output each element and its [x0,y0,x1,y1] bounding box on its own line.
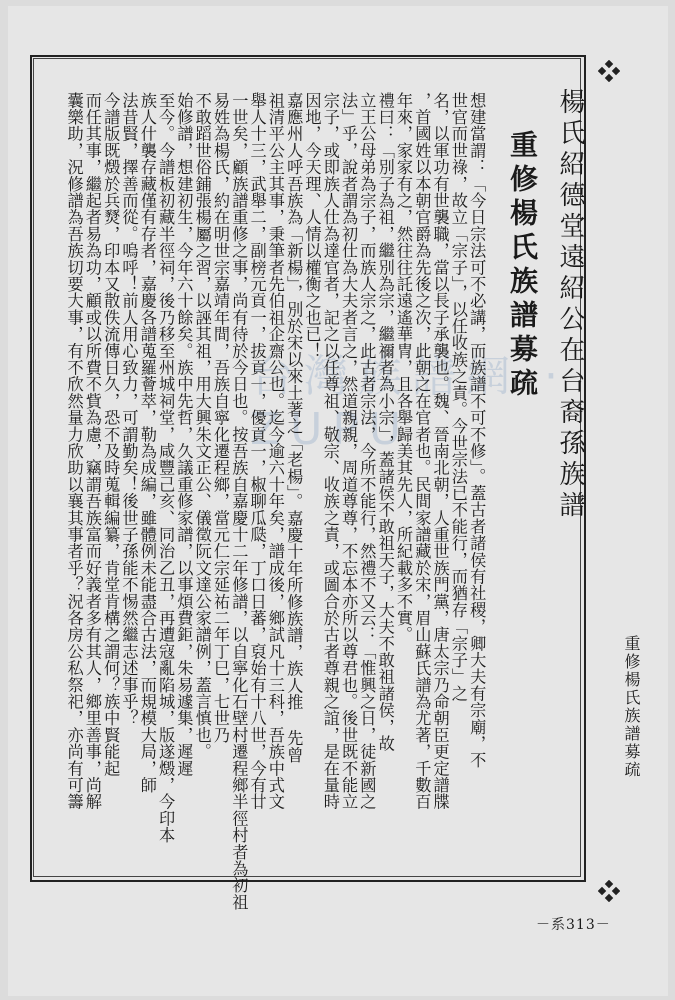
body-column: 禮曰：「別子為祖，繼別為宗，繼禰者為小宗」，蓋諸侯不敢祖天子，大夫不敢祖諸侯，故 [375,92,395,752]
watermark: 台灣族譜網 · ZUPU [250,351,568,455]
article-heading: 重修楊氏族譜募疏 [506,130,539,402]
body-column: 始修譜，想建初生，今年六十餘矣。族中先哲，久議重修家譜，以事煩費鉅，朱易遽集，遲遲 [174,92,194,777]
body-column: 立王公母弟為宗子，而族人宗之，此古者宗法，今所不能行，然禮不又云：「惟興之日，徒新國之 [357,92,377,811]
ornament-bottom-icon [598,880,620,902]
body-column: 易姓為楊氏，約在明世宗嘉靖年間，吾族自寧化遷程鄉，當元仁宗延祐二年丁巳，七世乃 [211,92,230,744]
page-number: －系313－ [536,917,611,933]
body-column: 族人什襲存藏僅有存者，嘉慶各譜蒐羅薈萃，勒為成編，雖體例未能盡合古法，而規模大局，師 [137,92,157,794]
book-title: 楊氏紹德堂遠紹公在台裔孫族譜 [555,88,585,522]
body-column: 一世矣，顧族譜重修之事，尚有待於今日也。按吾族自嘉慶十二年修譜，以自寧化石壁村遷程鄉半徑村者為初祖 [229,92,249,911]
body-column: 世官而世祿，故立「宗子」，以任收族之責。今世宗法已不能行，而猶存「宗子」之 [448,92,468,702]
body-column: 法昔賢，擇善而從。嗚呼！前人用心致力，可謂勤矣！後世子孫能不惕然繼志述事乎？ [119,92,139,727]
body-column: 不敢蹈世俗鋪張楊屬之習，以誣其祖，用大興朱文正公、儀徵阮文達公家譜例，蓋言慎也。 [192,92,212,760]
body-column: 舉人十三，武舉二，副榜元貢一，拔貢一，優貢一，椒聊瓜瓞，丁口日蕃，裒始有十八世，今有廿 [247,92,267,811]
side-caption: 重修楊氏族譜募疏 [622,635,641,779]
body-column: 祖清平公主其事，秉筆者先伯祖企齋公也。迄今逾六十年矣，譜成後，鄉試凡十三科，吾族中式文 [265,92,285,811]
body-column: 而任其事，繼起者易為功，顧或以所費不貲為慮，竊謂吾族富而好義者多有其人，鄉里善事，尚解 [82,92,102,811]
body-column: 法」乎，說者謂為初仕為大夫者言之，然道親親，周道尊尊，不忘本亦所以尊君也。後世既不能立 [339,92,359,811]
body-column: 今譜版既燬於兵燹，印本又散佚流傳日久，恐不及時蒐輯編纂，肯堂肯構之謂何？族中賢能起 [101,92,121,777]
body-column: ，首國姓以本朝官爵為先後之次，此朝之在官者也。民間家譜藏於宋，眉山蘇氏譜為尤著，千數百 [412,92,432,811]
body-column: 名，以軍功有世襲職，當以長子承襲也。魏、晉南北朝，人重世族門黨，唐太宗乃命朝臣更定譜牒 [430,92,450,811]
body-column: 想建當謂：「今日宗法可不必講，而族譜不可不修」。蓋古者諸侯有社稷，卿大夫有宗廟，不 [467,92,487,769]
body-column: 宗子，或即族人仕為達官者，記之以任尊祖、敬宗、收族之責，或圖合於古者尊親之誼，是在量時 [320,92,340,811]
body-column: 因地，今天理、人情以權衡之也已！ [302,92,322,360]
body-column: 年來，家家有之，然往往託遠遙華冑，且各舉歸美其先人，所紀載多不實。 [394,92,413,644]
body-column: 嘉應州人呼吾族為「新楊」，別於宋以來土著之「老楊」。嘉慶十年所修族譜，族人推 先曾 [284,92,304,764]
ornament-top-icon [598,60,620,82]
body-column: 至今。今譜板初藏半徑祠，後乃移至州城祠堂，咸豐己亥、同治乙丑，再遭寇亂陷城，版遂燬，今印本 [156,92,176,844]
body-column: 囊樂助，況修譜為吾族切要大事，有不欣然量力欣助以襄其事者乎？況各房公私祭祀，亦尚有可籌 [64,92,84,811]
